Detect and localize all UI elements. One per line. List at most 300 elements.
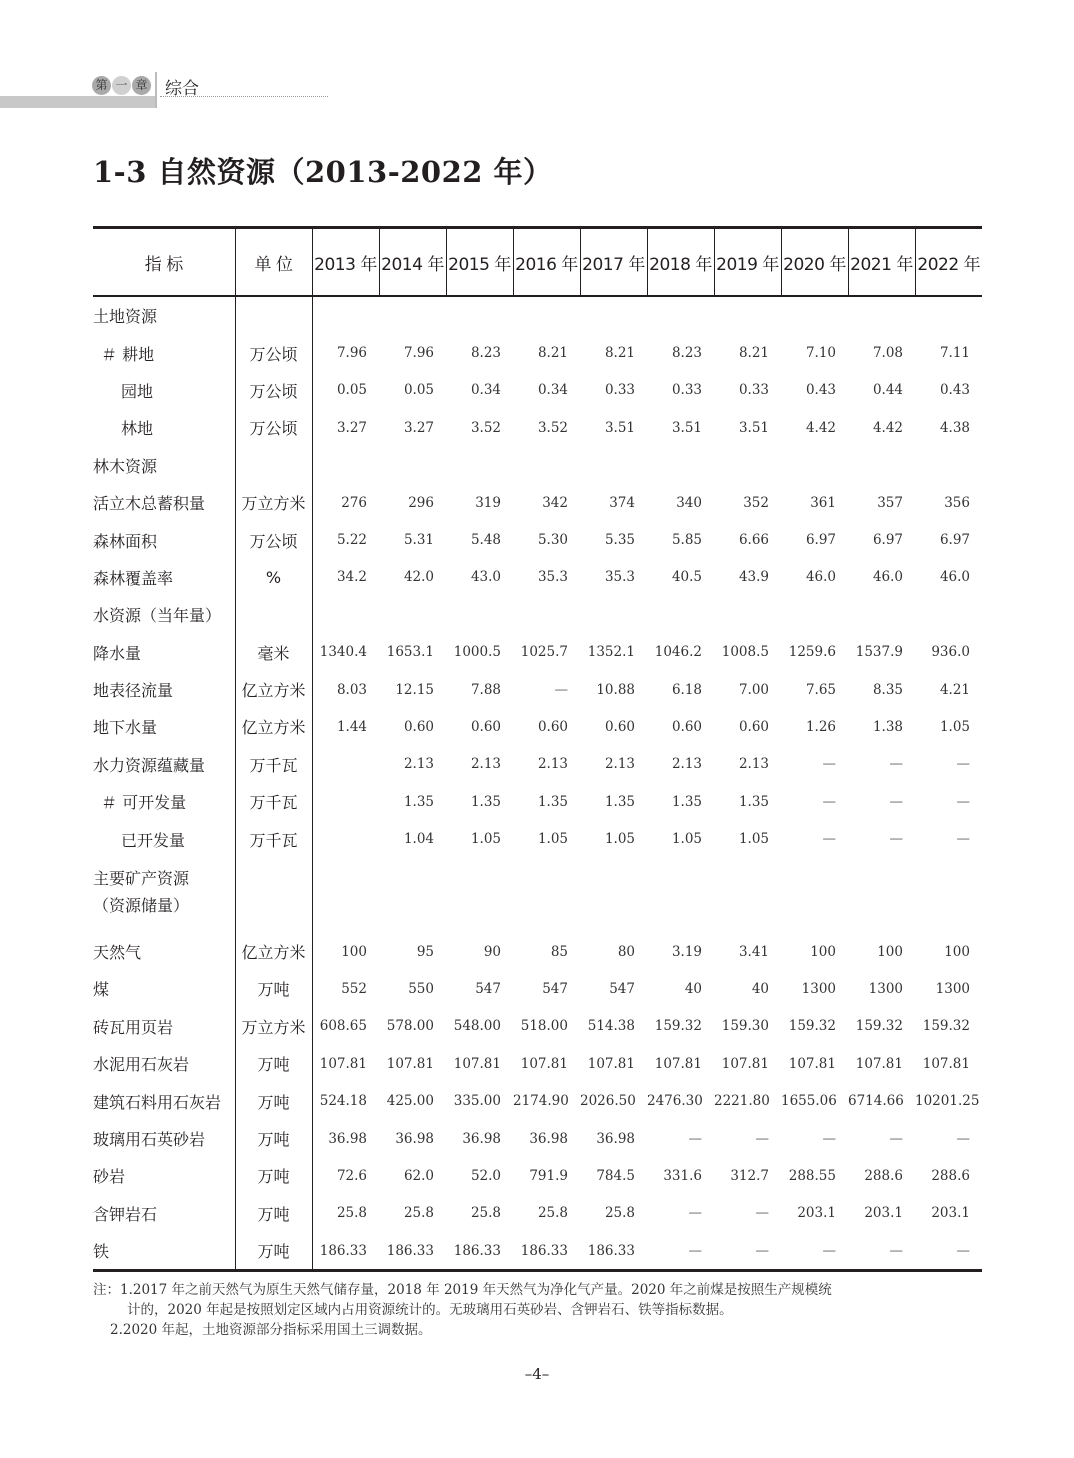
value-cell: 425.00 xyxy=(386,1093,434,1110)
value-cell: 25.8 xyxy=(403,1205,434,1222)
value-cell xyxy=(848,858,915,933)
value-cell: 1.38 xyxy=(872,718,903,735)
header-bar xyxy=(0,96,155,108)
value-cell: 203.1 xyxy=(797,1205,836,1222)
value-cell: 578.00 xyxy=(386,1018,434,1035)
table-row xyxy=(93,521,982,558)
value-cell xyxy=(312,746,379,783)
value-cell: 1025.7 xyxy=(520,644,568,661)
value-cell: 52.0 xyxy=(470,1167,501,1184)
unit-cell: 万公顷 xyxy=(235,334,312,371)
value-cell: 42.0 xyxy=(403,569,434,586)
value-cell: 1.35 xyxy=(738,793,769,810)
value-cell: 186.33 xyxy=(312,1232,379,1271)
value-cell: 352 xyxy=(743,494,769,511)
value-cell: 2026.50 xyxy=(580,1093,636,1110)
indicator-cell: 降水量 xyxy=(93,643,142,663)
column-header: 2015 年 xyxy=(446,228,513,297)
table-row xyxy=(93,409,982,446)
indicator-cell: 天然气 xyxy=(93,943,142,963)
value-cell: 107.81 xyxy=(855,1055,903,1072)
indicator-cell: 已开发量 xyxy=(121,830,186,850)
unit-cell: 万千瓦 xyxy=(235,820,312,857)
value-cell xyxy=(513,596,580,633)
chapter-char: 一 xyxy=(112,76,131,95)
value-cell: 7.88 xyxy=(470,681,501,698)
value-cell: 85 xyxy=(550,943,568,960)
value-cell: 374 xyxy=(609,494,635,511)
value-cell: 0.44 xyxy=(872,382,903,399)
value-cell xyxy=(312,447,379,484)
value-cell: 1655.06 xyxy=(781,1093,837,1110)
value-cell: 1.26 xyxy=(805,718,836,735)
unit-cell: 万千瓦 xyxy=(235,783,312,820)
value-cell: 8.35 xyxy=(872,681,903,698)
value-cell: 0.05 xyxy=(312,372,379,409)
unit-cell: 万立方米 xyxy=(235,484,312,521)
value-cell: 100 xyxy=(312,933,379,970)
value-cell: — xyxy=(822,831,836,848)
value-cell: 2.13 xyxy=(470,756,501,773)
value-cell: 46.0 xyxy=(872,569,903,586)
value-cell: 331.6 xyxy=(663,1167,702,1184)
value-cell xyxy=(580,447,647,484)
value-cell xyxy=(781,447,848,484)
indicator-cell: 林木资源 xyxy=(93,456,158,476)
indicator-cell: 地表径流量 xyxy=(93,681,174,701)
value-cell: — xyxy=(688,1242,702,1259)
value-cell: 5.85 xyxy=(671,532,702,549)
value-cell: 335.00 xyxy=(453,1093,501,1110)
value-cell: — xyxy=(755,1205,769,1222)
value-cell: 159.32 xyxy=(788,1018,836,1035)
value-cell: 0.60 xyxy=(604,718,635,735)
chapter-char: 章 xyxy=(132,76,151,95)
indicator-cell: 土地资源 xyxy=(93,307,158,327)
indicator-cell: 森林面积 xyxy=(93,531,158,551)
table-row xyxy=(93,447,982,484)
value-cell: 25.8 xyxy=(537,1205,568,1222)
value-cell: 608.65 xyxy=(312,1008,379,1045)
table-row xyxy=(93,1082,982,1119)
column-header: 指 标 xyxy=(93,228,235,297)
value-cell: 0.43 xyxy=(939,382,970,399)
column-header: 2013 年 xyxy=(312,228,379,297)
table-row xyxy=(93,372,982,409)
column-header: 单 位 xyxy=(235,228,312,297)
value-cell: 159.32 xyxy=(654,1018,702,1035)
value-cell: 0.05 xyxy=(403,382,434,399)
chapter-badge xyxy=(92,76,151,95)
value-cell: 36.98 xyxy=(462,1130,501,1147)
value-cell: 203.1 xyxy=(864,1205,903,1222)
footnotes xyxy=(93,1280,983,1340)
value-cell: 0.43 xyxy=(805,382,836,399)
unit-cell xyxy=(235,447,312,484)
value-cell: 8.23 xyxy=(671,345,702,362)
value-cell: 159.30 xyxy=(721,1018,769,1035)
value-cell xyxy=(714,596,781,633)
unit-cell: 万吨 xyxy=(235,1157,312,1194)
value-cell: 1000.5 xyxy=(453,644,501,661)
value-cell: 936.0 xyxy=(931,644,970,661)
value-cell: 288.6 xyxy=(864,1167,903,1184)
value-cell: 1.05 xyxy=(604,831,635,848)
value-cell: 100 xyxy=(877,943,903,960)
value-cell: — xyxy=(956,793,970,810)
value-cell: — xyxy=(889,793,903,810)
value-cell xyxy=(580,596,647,633)
value-cell: 1.05 xyxy=(470,831,501,848)
natural-resources-table xyxy=(93,226,982,1272)
value-cell: 340 xyxy=(676,494,702,511)
value-cell xyxy=(781,596,848,633)
unit-cell: 万公顷 xyxy=(235,409,312,446)
value-cell: 40.5 xyxy=(671,569,702,586)
value-cell xyxy=(513,447,580,484)
value-cell xyxy=(647,296,714,334)
unit-cell: 亿立方米 xyxy=(235,708,312,745)
value-cell: 518.00 xyxy=(520,1018,568,1035)
value-cell: 1259.6 xyxy=(788,644,836,661)
value-cell: 1.04 xyxy=(403,831,434,848)
value-cell: 312.7 xyxy=(730,1167,769,1184)
value-cell: 1.05 xyxy=(939,718,970,735)
unit-cell: 亿立方米 xyxy=(235,933,312,970)
unit-cell xyxy=(235,858,312,933)
value-cell: 1300 xyxy=(868,980,903,997)
indicator-cell: 水资源（当年量） xyxy=(93,606,222,626)
value-cell: 8.21 xyxy=(604,345,635,362)
value-cell: 1340.4 xyxy=(312,634,379,671)
value-cell: 1537.9 xyxy=(855,644,903,661)
column-header: 2014 年 xyxy=(379,228,446,297)
value-cell: 107.81 xyxy=(520,1055,568,1072)
value-cell: — xyxy=(688,1130,702,1147)
value-cell: 95 xyxy=(416,943,434,960)
value-cell: 524.18 xyxy=(312,1082,379,1119)
indicator-cell: 森林覆盖率 xyxy=(93,568,174,588)
value-cell: — xyxy=(956,756,970,773)
value-cell xyxy=(848,596,915,633)
value-cell: 6714.66 xyxy=(848,1093,904,1110)
value-cell: 3.41 xyxy=(738,943,769,960)
indicator-cell: ＃ 可开发量 xyxy=(101,793,187,813)
value-cell: 0.33 xyxy=(738,382,769,399)
column-header: 2017 年 xyxy=(580,228,647,297)
note-line: 注：1.2017 年之前天然气为原生天然气储存量，2018 年 2019 年天然气为净化气产量。2020 年之前煤是按照生产规模统 xyxy=(93,1282,832,1298)
value-cell xyxy=(580,296,647,334)
indicator-cell: ＃ 耕地 xyxy=(101,344,155,364)
value-cell: 34.2 xyxy=(312,559,379,596)
value-cell xyxy=(446,296,513,334)
unit-cell: 万公顷 xyxy=(235,521,312,558)
value-cell: 547 xyxy=(542,980,568,997)
value-cell: 62.0 xyxy=(403,1167,434,1184)
value-cell: 203.1 xyxy=(931,1205,970,1222)
value-cell: 319 xyxy=(475,494,501,511)
value-cell xyxy=(312,858,379,933)
value-cell: 40 xyxy=(751,980,769,997)
value-cell: 107.81 xyxy=(654,1055,702,1072)
section-name: 综合 xyxy=(165,79,199,99)
indicator-cell: 砂岩 xyxy=(93,1167,126,1187)
indicator-cell: 林地 xyxy=(121,419,154,439)
value-cell: 2.13 xyxy=(604,756,635,773)
indicator-cell: 玻璃用石英砂岩 xyxy=(93,1130,206,1149)
table-row xyxy=(93,1120,982,1157)
value-cell: 1.35 xyxy=(403,793,434,810)
table-row xyxy=(93,1008,982,1045)
value-cell: 43.9 xyxy=(738,569,769,586)
value-cell: 7.96 xyxy=(403,345,434,362)
table-row xyxy=(93,858,982,933)
value-cell: 40 xyxy=(684,980,702,997)
indicator-cell: 建筑石料用石灰岩 xyxy=(93,1092,222,1112)
value-cell: 186.33 xyxy=(587,1242,635,1259)
value-cell: 1008.5 xyxy=(721,644,769,661)
value-cell: 1352.1 xyxy=(587,644,635,661)
header-divider xyxy=(155,72,157,108)
value-cell: 1300 xyxy=(801,980,836,997)
table-row xyxy=(93,559,982,596)
value-cell: 6.97 xyxy=(939,532,970,549)
value-cell: 186.33 xyxy=(386,1242,434,1259)
value-cell: 0.60 xyxy=(403,718,434,735)
value-cell: 3.27 xyxy=(312,409,379,446)
table-row xyxy=(93,334,982,371)
value-cell xyxy=(513,296,580,334)
value-cell: 36.98 xyxy=(312,1120,379,1157)
unit-cell: 万吨 xyxy=(235,1120,312,1157)
value-cell: 8.03 xyxy=(312,671,379,708)
table-header-row xyxy=(93,228,982,297)
value-cell: 25.8 xyxy=(470,1205,501,1222)
value-cell: 6.97 xyxy=(805,532,836,549)
value-cell: 0.33 xyxy=(671,382,702,399)
value-cell: 46.0 xyxy=(805,569,836,586)
value-cell xyxy=(915,596,982,633)
value-cell: — xyxy=(889,831,903,848)
value-cell: 1.35 xyxy=(537,793,568,810)
value-cell: 1.05 xyxy=(671,831,702,848)
unit-cell: % xyxy=(235,559,312,596)
value-cell xyxy=(446,596,513,633)
value-cell xyxy=(647,596,714,633)
value-cell xyxy=(647,447,714,484)
value-cell: 8.21 xyxy=(738,345,769,362)
table-row xyxy=(93,1195,982,1232)
value-cell: 3.51 xyxy=(671,419,702,436)
value-cell: 8.23 xyxy=(470,345,501,362)
value-cell: 547 xyxy=(609,980,635,997)
value-cell: 4.42 xyxy=(805,419,836,436)
indicator-cell: 主要矿产资源 （资源储量） xyxy=(93,868,190,915)
value-cell: 35.3 xyxy=(604,569,635,586)
value-cell: 784.5 xyxy=(596,1167,635,1184)
value-cell: — xyxy=(822,793,836,810)
column-header: 2020 年 xyxy=(781,228,848,297)
indicator-cell: 园地 xyxy=(121,381,154,401)
table-row xyxy=(93,1045,982,1082)
value-cell xyxy=(915,858,982,933)
value-cell: 8.21 xyxy=(537,345,568,362)
indicator-cell: 铁 xyxy=(93,1242,110,1262)
value-cell: 0.60 xyxy=(470,718,501,735)
table-row xyxy=(93,746,982,783)
value-cell: 1.05 xyxy=(738,831,769,848)
value-cell: 7.96 xyxy=(312,334,379,371)
value-cell: 10201.25 xyxy=(915,1093,980,1110)
value-cell: 0.34 xyxy=(470,382,501,399)
value-cell: 2476.30 xyxy=(647,1093,703,1110)
value-cell: 3.51 xyxy=(604,419,635,436)
value-cell: 0.33 xyxy=(604,382,635,399)
value-cell: — xyxy=(554,681,568,698)
unit-cell: 万公顷 xyxy=(235,372,312,409)
value-cell xyxy=(915,447,982,484)
value-cell: 100 xyxy=(944,943,970,960)
unit-cell xyxy=(235,296,312,334)
unit-cell: 万千瓦 xyxy=(235,746,312,783)
value-cell xyxy=(848,447,915,484)
indicator-cell: 水力资源蕴藏量 xyxy=(93,755,206,775)
value-cell xyxy=(915,296,982,334)
value-cell: 0.60 xyxy=(671,718,702,735)
value-cell xyxy=(379,596,446,633)
value-cell: 1.35 xyxy=(671,793,702,810)
value-cell xyxy=(714,296,781,334)
value-cell: 7.08 xyxy=(872,345,903,362)
value-cell: 514.38 xyxy=(587,1018,635,1035)
value-cell: 159.32 xyxy=(855,1018,903,1035)
value-cell xyxy=(312,596,379,633)
indicator-cell: 活立木总蓄积量 xyxy=(93,494,206,514)
value-cell: 107.81 xyxy=(312,1045,379,1082)
value-cell: — xyxy=(822,1130,836,1147)
value-cell: 3.52 xyxy=(537,419,568,436)
value-cell: 356 xyxy=(944,494,970,511)
table-row xyxy=(93,933,982,970)
value-cell xyxy=(312,783,379,820)
value-cell: 12.15 xyxy=(395,681,434,698)
value-cell: 72.6 xyxy=(312,1157,379,1194)
value-cell: 1.35 xyxy=(604,793,635,810)
value-cell: 7.11 xyxy=(939,345,970,362)
value-cell: 548.00 xyxy=(453,1018,501,1035)
value-cell: 5.35 xyxy=(604,532,635,549)
value-cell xyxy=(312,296,379,334)
value-cell: 361 xyxy=(810,494,836,511)
value-cell: 288.55 xyxy=(788,1167,836,1184)
table-row xyxy=(93,596,982,633)
value-cell: 107.81 xyxy=(453,1055,501,1072)
value-cell: 36.98 xyxy=(395,1130,434,1147)
value-cell xyxy=(379,447,446,484)
unit-cell: 毫米 xyxy=(235,634,312,671)
value-cell xyxy=(379,296,446,334)
value-cell: 342 xyxy=(542,494,568,511)
page-number: –4– xyxy=(524,1365,550,1383)
value-cell: 5.30 xyxy=(537,532,568,549)
value-cell: 1.05 xyxy=(537,831,568,848)
table-row xyxy=(93,970,982,1007)
table-row xyxy=(93,296,982,334)
value-cell: — xyxy=(755,1242,769,1259)
value-cell: 43.0 xyxy=(470,569,501,586)
value-cell xyxy=(580,858,647,933)
value-cell: 2221.80 xyxy=(714,1093,770,1110)
value-cell: 186.33 xyxy=(453,1242,501,1259)
unit-cell: 万吨 xyxy=(235,1232,312,1271)
unit-cell: 万吨 xyxy=(235,970,312,1007)
value-cell: — xyxy=(889,1130,903,1147)
value-cell: 7.00 xyxy=(738,681,769,698)
note-line: 2.2020 年起，土地资源部分指标采用国土三调数据。 xyxy=(110,1322,432,1338)
unit-cell: 万吨 xyxy=(235,1195,312,1232)
value-cell: 159.32 xyxy=(922,1018,970,1035)
value-cell: 1.35 xyxy=(470,793,501,810)
value-cell: 4.21 xyxy=(939,681,970,698)
unit-cell: 亿立方米 xyxy=(235,671,312,708)
value-cell: — xyxy=(889,1242,903,1259)
value-cell: 107.81 xyxy=(721,1055,769,1072)
value-cell: 276 xyxy=(312,484,379,521)
value-cell: 4.38 xyxy=(939,419,970,436)
indicator-cell: 煤 xyxy=(93,980,110,1000)
value-cell xyxy=(848,296,915,334)
value-cell: 36.98 xyxy=(529,1130,568,1147)
value-cell: 550 xyxy=(408,980,434,997)
value-cell: 6.66 xyxy=(738,532,769,549)
value-cell: 25.8 xyxy=(604,1205,635,1222)
column-header: 2021 年 xyxy=(848,228,915,297)
unit-cell: 万吨 xyxy=(235,1082,312,1119)
value-cell xyxy=(647,858,714,933)
note-line: 计的，2020 年起是按照划定区域内占用资源统计的。无玻璃用石英砂岩、含钾岩石、铁等指标数据。 xyxy=(127,1302,733,1318)
value-cell: 2.13 xyxy=(738,756,769,773)
table-row xyxy=(93,783,982,820)
value-cell: — xyxy=(755,1130,769,1147)
value-cell: 357 xyxy=(877,494,903,511)
value-cell xyxy=(781,296,848,334)
table-row xyxy=(93,708,982,745)
value-cell: 3.19 xyxy=(671,943,702,960)
value-cell: 2.13 xyxy=(537,756,568,773)
unit-cell: 万吨 xyxy=(235,1045,312,1082)
indicator-cell: 含钾岩石 xyxy=(93,1204,158,1224)
table-row xyxy=(93,634,982,671)
indicator-cell: 水泥用石灰岩 xyxy=(93,1055,190,1075)
unit-cell xyxy=(235,596,312,633)
value-cell xyxy=(379,858,446,933)
indicator-cell: 地下水量 xyxy=(93,718,158,738)
value-cell: 107.81 xyxy=(587,1055,635,1072)
value-cell xyxy=(781,858,848,933)
value-cell: 5.22 xyxy=(312,521,379,558)
indicator-cell: 砖瓦用页岩 xyxy=(93,1017,174,1037)
value-cell: 36.98 xyxy=(596,1130,635,1147)
chapter-char: 第 xyxy=(92,76,111,95)
value-cell: 1046.2 xyxy=(654,644,702,661)
value-cell: 25.8 xyxy=(312,1195,379,1232)
table-row xyxy=(93,1232,982,1271)
value-cell: — xyxy=(889,756,903,773)
value-cell: 1.44 xyxy=(312,708,379,745)
value-cell: 80 xyxy=(617,943,635,960)
page-title: 1-3 自然资源（2013-2022 年） xyxy=(93,155,553,189)
value-cell: 3.51 xyxy=(738,419,769,436)
